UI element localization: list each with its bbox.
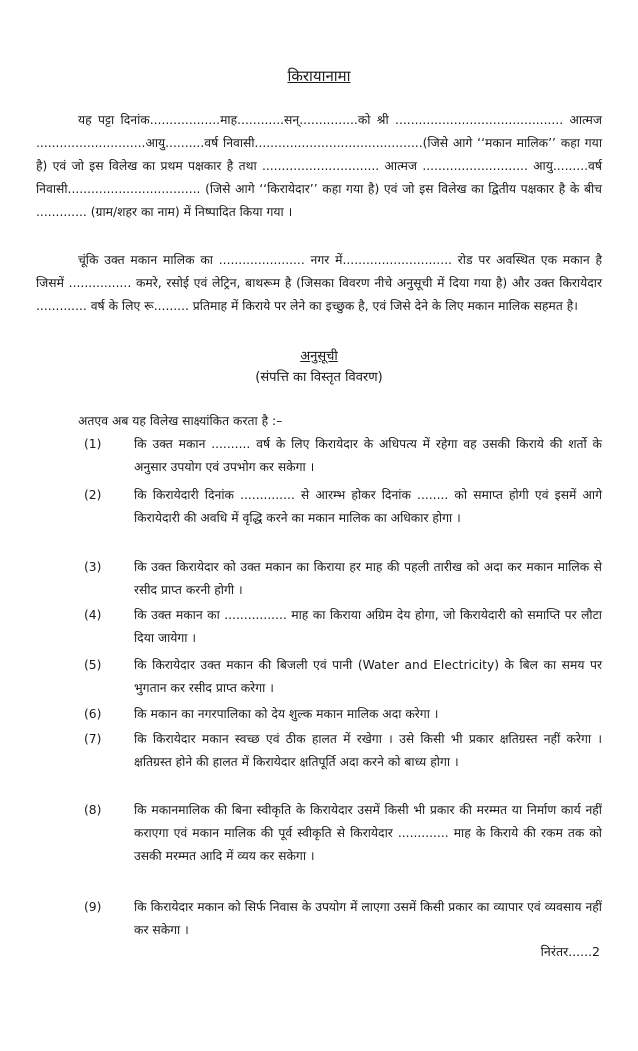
clause-text: कि किरायेदार मकान को सिर्फ निवास के उपयोग में लाएगा उसमें किसी प्रकार का व्यापार एवं व्यवसाय नहीं कर सकेगा ।: [134, 900, 602, 937]
clause-text: कि उक्त मकान का ................ माह का किराया अग्रिम देय होगा, जो किरायेदारी को समाप्ति पर लौटा दिया जायेगा ।: [134, 608, 602, 645]
clause-text: कि उक्त मकान .......... वर्ष के लिए किरायेदार के अधिपत्य में रहेगा वह उसकी किराये की शर्तो के अनुसार उपयोग एवं उपभोग कर सकेगा ।: [134, 437, 602, 474]
clause-text: कि किरायेदार मकान स्वच्छ एवं ठीक हालत में रखेगा । उसे किसी भी प्रकार क्षतिग्रस्त नहीं करेगा । क्षतिग्रस्त होने की हालत में किरायेदार क्षतिपूर्ति अदा करने को बाध्य होगा ।: [134, 732, 602, 769]
document-title: किरायानामा: [287, 67, 351, 85]
clause-text: कि उक्त किरायेदार को उक्त मकान का किराया हर माह की पहली तारीख को अदा कर मकान मालिक से रसीद प्राप्त करनी होगी ।: [134, 560, 602, 597]
opening-paragraph: यह पट्टा दिनांक..................माह............सन्...............को श्री ........................................... आत्मज ............................आयु..........वर्ष निवासी...........................................(जिसे आगे ‘‘मकान मालिक’’ कहा गया है) एवं जो इस विलेख का प्रथम पक्षकार है तथा .............................. आत्मज ........................... आयु.........वर्ष निवासी.................................. (जिसे आगे ‘‘किरायेदार’’ कहा गया है) एवं जो इस विलेख का द्वितीय पक्षकार है के बीच ............. (ग्राम/शहर का नाम) में निष्पादित किया गया ।: [36, 113, 602, 219]
schedule-title: अनुसूची: [300, 349, 338, 364]
clause-text: कि मकान का नगरपालिका को देय शुल्क मकान मालिक अदा करेगा ।: [134, 707, 439, 721]
clause-number: (7): [84, 732, 102, 746]
clause-number: (3): [84, 560, 102, 574]
clause-number: (2): [84, 488, 102, 502]
witness-line: अतएव अब यह विलेख साक्ष्यांकित करता है :–: [78, 414, 283, 428]
recital-paragraph: चूंकि उक्त मकान मालिक का ...................... नगर में............................ रोड पर अवस्थित एक मकान है जिसमें ................ कमरे, रसोई एवं लेट्रिन, बाथरूम है (जिसका विवरण नीचे अनुसूची में दिया गया है) और उक्त किरायेदार ............. वर्ष के लिए रू......... प्रतिमाह में किराये पर लेने का इच्छुक है, एवं जिसे देने के लिए मकान मालिक सहमत है।: [36, 253, 602, 313]
clause-text: कि किरायेदारी दिनांक .............. से आरम्भ होकर दिनांक ........ को समाप्त होगी एवं इसमें आगे किरायेदारी की अवधि में वृद्धि करने का मकान मालिक का अधिकार होगा ।: [134, 488, 602, 525]
clause-number: (4): [84, 608, 102, 622]
clause-number: (9): [84, 900, 102, 914]
clause-number: (6): [84, 707, 102, 721]
clause-number: (8): [84, 803, 102, 817]
continued-page-marker: निरंतर......2: [540, 944, 600, 959]
clause-number: (1): [84, 437, 102, 451]
clause-number: (5): [84, 658, 102, 672]
clause-text: कि मकानमालिक की बिना स्वीकृति के किरायेदार उसमें किसी भी प्रकार की मरम्मत या निर्माण कार्य नहीं कराएगा एवं मकान मालिक की पूर्व स्वीकृति से किरायेदार ............. माह के किराये की रकम तक को उसकी मरम्मत आदि में व्यय कर सकेगा ।: [134, 803, 602, 863]
clause-text: कि किरायेदार उक्त मकान की बिजली एवं पानी (Water and Electricity) के बिल का समय पर भुगतान कर रसीद प्राप्त करेगा ।: [134, 658, 602, 695]
schedule-subtitle: (संपत्ति का विस्तृत विवरण): [255, 370, 383, 385]
